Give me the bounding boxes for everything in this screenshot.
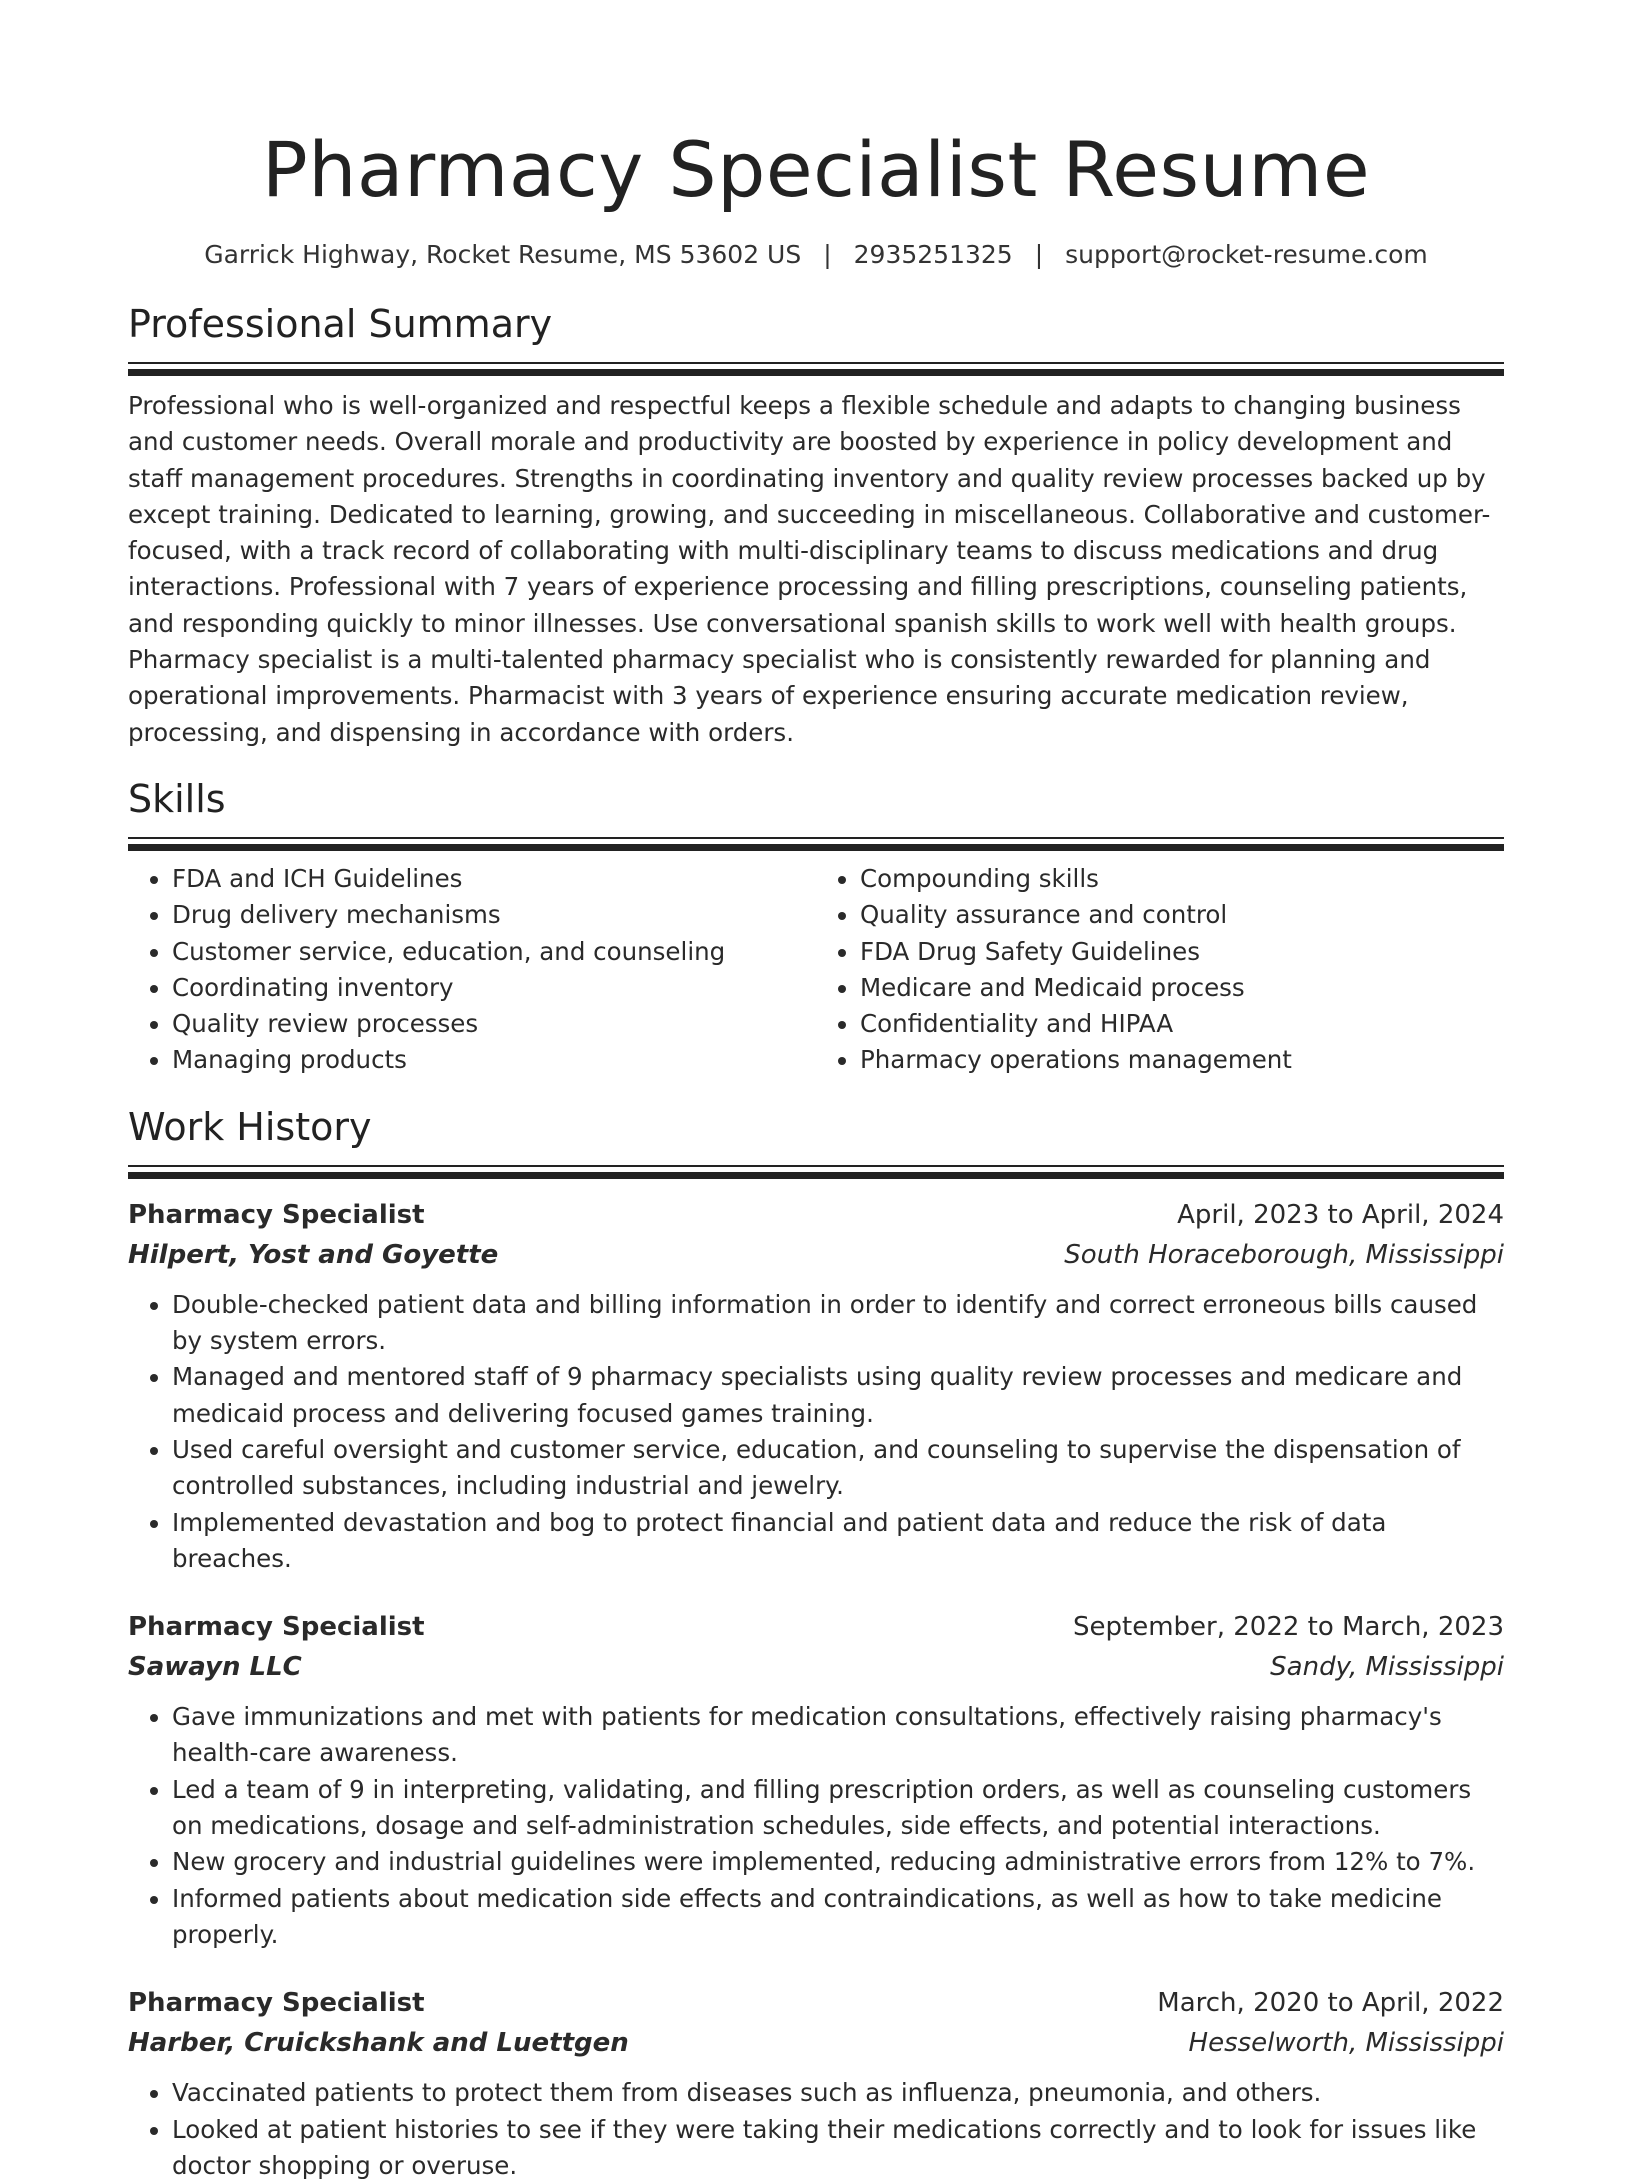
job-dates: April, 2023 to April, 2024	[1177, 1195, 1504, 1235]
skills-list-right	[816, 861, 1504, 1079]
skill-item: • Managing products	[172, 1042, 816, 1078]
job-bullet: • Led a team of 9 in interpreting, validating, and filling prescription orders, as well as counseling customers on medications, dosage and self-administration schedules, side effects, and potential interactions.	[172, 1772, 1504, 1845]
job-bullets	[128, 1287, 1504, 1577]
job-bullets	[128, 1699, 1504, 1953]
skill-item: • FDA Drug Safety Guidelines	[860, 934, 1504, 970]
contact-address: Garrick Highway, Rocket Resume, MS 53602 US	[204, 240, 801, 269]
skills-list-left	[128, 861, 816, 1079]
skill-item: • Drug delivery mechanisms	[172, 897, 816, 933]
job-location: Sandy, Mississippi	[1270, 1647, 1504, 1687]
job-bullet: • Used careful oversight and customer service, education, and counseling to supervise the dispensation of controlled substances, including industrial and jewelry.	[172, 1432, 1504, 1505]
skill-item: • Pharmacy operations management	[860, 1042, 1504, 1078]
job-title: Pharmacy Specialist	[128, 1607, 425, 1647]
skill-item: • Coordinating inventory	[172, 970, 816, 1006]
job-entry	[128, 1607, 1504, 1953]
section-divider	[128, 362, 1504, 376]
skill-item: • Confidentiality and HIPAA	[860, 1006, 1504, 1042]
section-divider	[128, 1165, 1504, 1179]
contact-line	[128, 238, 1504, 272]
contact-separator: |	[823, 238, 831, 272]
job-bullet: • Double-checked patient data and billing information in order to identify and correct erroneous bills caused by system errors.	[172, 1287, 1504, 1360]
job-bullet: • Implemented devastation and bog to protect financial and patient data and reduce the risk of data breaches.	[172, 1505, 1504, 1578]
contact-separator: |	[1035, 238, 1043, 272]
job-dates: September, 2022 to March, 2023	[1073, 1607, 1504, 1647]
job-title: Pharmacy Specialist	[128, 1195, 425, 1235]
job-location: Hesselworth, Mississippi	[1189, 2023, 1504, 2063]
skill-item: • Compounding skills	[860, 861, 1504, 897]
job-title: Pharmacy Specialist	[128, 1983, 425, 2023]
skill-item: • Medicare and Medicaid process	[860, 970, 1504, 1006]
job-bullet: • New grocery and industrial guidelines were implemented, reducing administrative errors from 12% to 7%.	[172, 1844, 1504, 1880]
job-entry	[128, 1195, 1504, 1577]
contact-email: support@rocket-resume.com	[1065, 240, 1428, 269]
section-heading-skills: Skills	[128, 775, 1504, 823]
work-section	[128, 1103, 1504, 2184]
section-heading-summary: Professional Summary	[128, 300, 1504, 348]
skill-item: • FDA and ICH Guidelines	[172, 861, 816, 897]
job-bullet: • Gave immunizations and met with patients for medication consultations, effectively raising pharmacy's health-care awareness.	[172, 1699, 1504, 1772]
job-bullet: • Managed and mentored staff of 9 pharmacy specialists using quality review processes and medicare and medicaid process and delivering focused games training.	[172, 1359, 1504, 1432]
contact-phone: 2935251325	[854, 240, 1013, 269]
job-company: Sawayn LLC	[128, 1647, 302, 1687]
job-company: Hilpert, Yost and Goyette	[128, 1235, 498, 1275]
skill-item: • Quality assurance and control	[860, 897, 1504, 933]
job-bullet: • Vaccinated patients to protect them from diseases such as influenza, pneumonia, and others.	[172, 2075, 1504, 2111]
skill-item: • Quality review processes	[172, 1006, 816, 1042]
skills-columns	[128, 861, 1504, 1079]
job-bullet: • Informed patients about medication side effects and contraindications, as well as how to take medicine properly.	[172, 1881, 1504, 1954]
job-entry	[128, 1983, 1504, 2184]
summary-section	[128, 300, 1504, 751]
job-bullet: • Looked at patient histories to see if they were taking their medications correctly and to look for issues like doctor shopping or overuse.	[172, 2112, 1504, 2184]
job-company: Harber, Cruickshank and Luettgen	[128, 2023, 629, 2063]
summary-text: Professional who is well-organized and respectful keeps a flexible schedule and adapts to changing business and customer needs. Overall morale and productivity are boosted by experience in policy development and staff management procedures. Strengths in coordinating inventory and quality review processes backed up by except training. Dedicated to learning, growing, and succeeding in miscellaneous. Collaborative and customer-focused, with a track record of collaborating with multi-disciplinary teams to discuss medications and drug interactions. Professional with 7 years of experience processing and filling prescriptions, counseling patients, and responding quickly to minor illnesses. Use conversational spanish skills to work well with health groups. Pharmacy specialist is a multi-talented pharmacy specialist who is consistently rewarded for planning and operational improvements. Pharmacist with 3 years of experience ensuring accurate medication review, processing, and dispensing in accordance with orders.	[128, 388, 1504, 751]
resume-title: Pharmacy Specialist Resume	[128, 0, 1504, 216]
skill-item: • Customer service, education, and counseling	[172, 934, 816, 970]
job-dates: March, 2020 to April, 2022	[1157, 1983, 1504, 2023]
job-bullets	[128, 2075, 1504, 2184]
section-heading-work: Work History	[128, 1103, 1504, 1151]
skills-section	[128, 775, 1504, 1079]
job-location: South Horaceborough, Mississippi	[1064, 1235, 1504, 1275]
section-divider	[128, 837, 1504, 851]
